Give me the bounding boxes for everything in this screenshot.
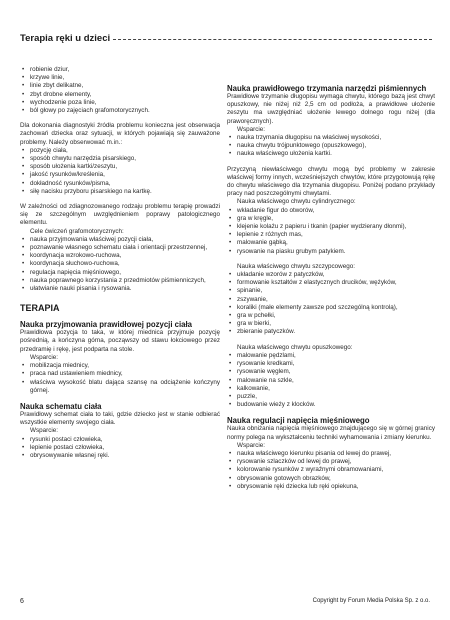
- list-item: • nauka poprawnego korzystania z przedmiotów piśmienniczych,: [20, 277, 220, 285]
- position-support-list: [20, 362, 220, 395]
- list-item: • rysunki postaci człowieka,: [20, 436, 220, 444]
- list-item: • gra w pchełki,: [227, 312, 435, 320]
- body-schema-paragraph: Prawidłowy schemat ciała to taki, gdzie dziecko jest w stanie odbierać wszystkie elementy swojego ciała.: [20, 410, 220, 427]
- list-item: • mobilizacja miednicy,: [20, 362, 220, 370]
- tension-support-list: [227, 450, 435, 491]
- list-item: • nauka właściwego ułożenia kartki.: [227, 150, 435, 158]
- list-item: • praca nad ustawieniem miednicy,: [20, 370, 220, 378]
- list-item: • linie zbyt delikatne,: [20, 82, 220, 90]
- goals-lead: Cele ćwiczeń grafomotorycznych:: [30, 227, 124, 235]
- grip-cause-paragraph: Przyczyną niewłaściwego chwytu mogą być problemy w zakresie właściwej formy innych, wcześniejszych chwytów, które przygotowują rękę do chwytu właściwego dla trzymania długopisu. Poniżej podano przykłady pracy nad poszczególnymi chwytami.: [227, 165, 435, 198]
- list-item: • pozycję ciała,: [20, 147, 220, 155]
- list-item: • rysowanie na piasku grubym patykiem.: [227, 248, 435, 256]
- list-item: • ból głowy po zajęciach grafomotorycznych.: [20, 107, 220, 115]
- support-lead: Wsparcie:: [30, 427, 58, 435]
- list-item: • dokładność rysunków/pisma,: [20, 180, 220, 188]
- list-item: • wkładanie figur do otworów,: [227, 207, 435, 215]
- list-item: • właściwa wysokość blatu dająca szansę na odciążenie kończyny górnej.: [20, 379, 220, 395]
- list-item: • spinanie,: [227, 287, 435, 295]
- list-item: • gra w bierki,: [227, 320, 435, 328]
- list-item: • nauka trzymania długopisu na właściwej wysokości,: [227, 134, 435, 142]
- grip-support-list: [227, 134, 435, 159]
- list-item: • obrysowanie ręki dziecka lub ręki opiekuna,: [227, 483, 435, 491]
- support-lead: Wsparcie:: [30, 353, 58, 361]
- list-item: • krzywe linie,: [20, 74, 220, 82]
- cylindrical-grip-list: [227, 207, 435, 256]
- heading-body-position: Nauka przyjmowania prawidłowej pozycji ciała: [20, 320, 193, 330]
- list-item: • zbieranie patyczków.: [227, 328, 435, 336]
- list-item: • siłę nacisku przyboru pisarskiego na kartkę.: [20, 188, 220, 196]
- page-number: 6: [20, 598, 24, 605]
- heading-grip: Nauka prawidłowego trzymania narzędzi piśmiennych: [227, 84, 427, 93]
- list-item: • obrysowywanie własnej ręki.: [20, 452, 220, 460]
- support-lead: Wsparcie:: [237, 441, 265, 449]
- grip-paragraph: Prawidłowe trzymanie długopisu wymaga chwytu, którego bazą jest chwyt opuszkowy, nie niżej niż 2,5 cm od podłoża, a prawidłowe ułożenie zeszytu ma uwzględniać ułożenie lewego dolnego rogu niżej (dla praworęcznych).: [227, 93, 435, 125]
- list-item: • malowanie na szkle,: [227, 377, 435, 385]
- pincer-grip-list: [227, 271, 435, 337]
- list-item: • formowanie kształtów z elastycznych drucików, wężyków,: [227, 279, 435, 287]
- support-lead: Wsparcie:: [237, 125, 265, 133]
- schema-support-list: [20, 436, 220, 461]
- diagnostics-paragraph: Dla dokonania diagnostyki źródła problemu konieczna jest obserwacja zachowań dziecka oraz sytuacji, w których pojawiają się zauważone problemy. Należy obserwować m.in.:: [20, 122, 220, 146]
- copyright-notice: Copyright by Forum Media Polska Sp. z o.o.: [312, 598, 430, 604]
- running-header: [20, 33, 432, 47]
- list-item: • zszywanie,: [227, 296, 435, 304]
- list-item: • nauka właściwego kierunku pisania od lewej do prawej,: [227, 450, 435, 458]
- fingertip-grip-list: [227, 352, 435, 409]
- list-item: • sposób chwytu narzędzia pisarskiego,: [20, 155, 220, 163]
- body-position-paragraph: Prawidłowa pozycja to taka, w której miednica przyjmuje pozycję pośrednią, a kończyna górna, począwszy od stawu łokciowego przez przedramię i rękę, jest podparta na stole.: [20, 329, 220, 353]
- heading-body-schema: Nauka schematu ciała: [20, 401, 102, 411]
- list-item: • regulacja napięcia mięśniowego,: [20, 269, 220, 277]
- list-item: • klejenie kolażu z papieru i tkanin (papier wydzierany dłonmi),: [227, 223, 435, 231]
- list-item: • malowanie gąbką,: [227, 239, 435, 247]
- left-column: [20, 66, 220, 460]
- list-item: • nauka przyjmowania właściwej pozycji ciała,: [20, 236, 220, 244]
- list-item: • zbyt drobne elementy,: [20, 91, 220, 99]
- list-item: • budowanie wieży z klocków.: [227, 401, 435, 409]
- right-column: [227, 84, 435, 491]
- list-item: • rysowanie węglem,: [227, 368, 435, 376]
- list-item: • lepienie z różnych mas,: [227, 231, 435, 239]
- list-item: • rysowanie kredkami,: [227, 360, 435, 368]
- list-item: • układanie wzorów z patyczków,: [227, 271, 435, 279]
- list-item: • koraliki (małe elementy zawsze pod szczególną kontrolą),: [227, 304, 435, 312]
- header-title: Terapia ręki u dzieci: [20, 33, 111, 44]
- list-item: • jakość rysunków/kreślenia,: [20, 171, 220, 179]
- list-item: • poznawanie własnego schematu ciała i orientacji przestrzennej,: [20, 244, 220, 252]
- fingertip-grip-lead: Nauka właściwego chwytu opuszkowego:: [237, 343, 353, 351]
- section-heading-terapia: TERAPIA: [20, 303, 60, 314]
- cylindrical-grip-lead: Nauka właściwego chwytu cylindrycznego:: [237, 198, 356, 206]
- list-item: • wychodzenie poza linie,: [20, 99, 220, 107]
- list-item: • malowanie pędzlami,: [227, 352, 435, 360]
- list-item: • sposób ułożenia kartki/zeszytu,: [20, 163, 220, 171]
- list-item: • puzzle,: [227, 393, 435, 401]
- list-item: • gra w kręgle,: [227, 215, 435, 223]
- heading-muscle-tension: Nauka regulacji napięcia mięśniowego: [227, 416, 370, 426]
- muscle-tension-paragraph: Nauka obniżania napięcia mięśniowego znajdującego się w górnej granicy normy polega na wykształceniu techniki wyhamowania i zmiany kierunku.: [227, 425, 435, 441]
- list-item: • rysowanie szlaczków od lewej do prawej,: [227, 458, 435, 466]
- list-item: • koordynacja wzrokowo-ruchowa,: [20, 252, 220, 260]
- list-item: • kalkowanie,: [227, 385, 435, 393]
- pincer-grip-lead: Nauka właściwego chwytu szczypcowego:: [237, 262, 355, 270]
- symptom-list: [20, 66, 220, 115]
- list-item: • nauka chwytu trójpunktowego (opuszkowego),: [227, 142, 435, 150]
- list-item: • koordynacja słuchowo-ruchowa,: [20, 260, 220, 268]
- list-item: • kolorowanie rysunków z wyraźnymi obramowaniami,: [227, 466, 435, 474]
- list-item: • obrysowanie gotowych obrazków,: [227, 475, 435, 483]
- observation-list: [20, 147, 220, 196]
- goals-list: [20, 236, 220, 293]
- therapy-intro-paragraph: W zależności od zdiagnozowanego rodzaju problemu terapię prowadzi się ze szczególnym uwzględnieniem poprawy patologicznego elementu.: [20, 203, 220, 227]
- header-dashed-rule: [113, 39, 432, 40]
- list-item: • ułatwianie nauki pisania i rysowania.: [20, 285, 220, 293]
- list-item: • robienie dziur,: [20, 66, 220, 74]
- list-item: • lepienie postaci człowieka,: [20, 444, 220, 452]
